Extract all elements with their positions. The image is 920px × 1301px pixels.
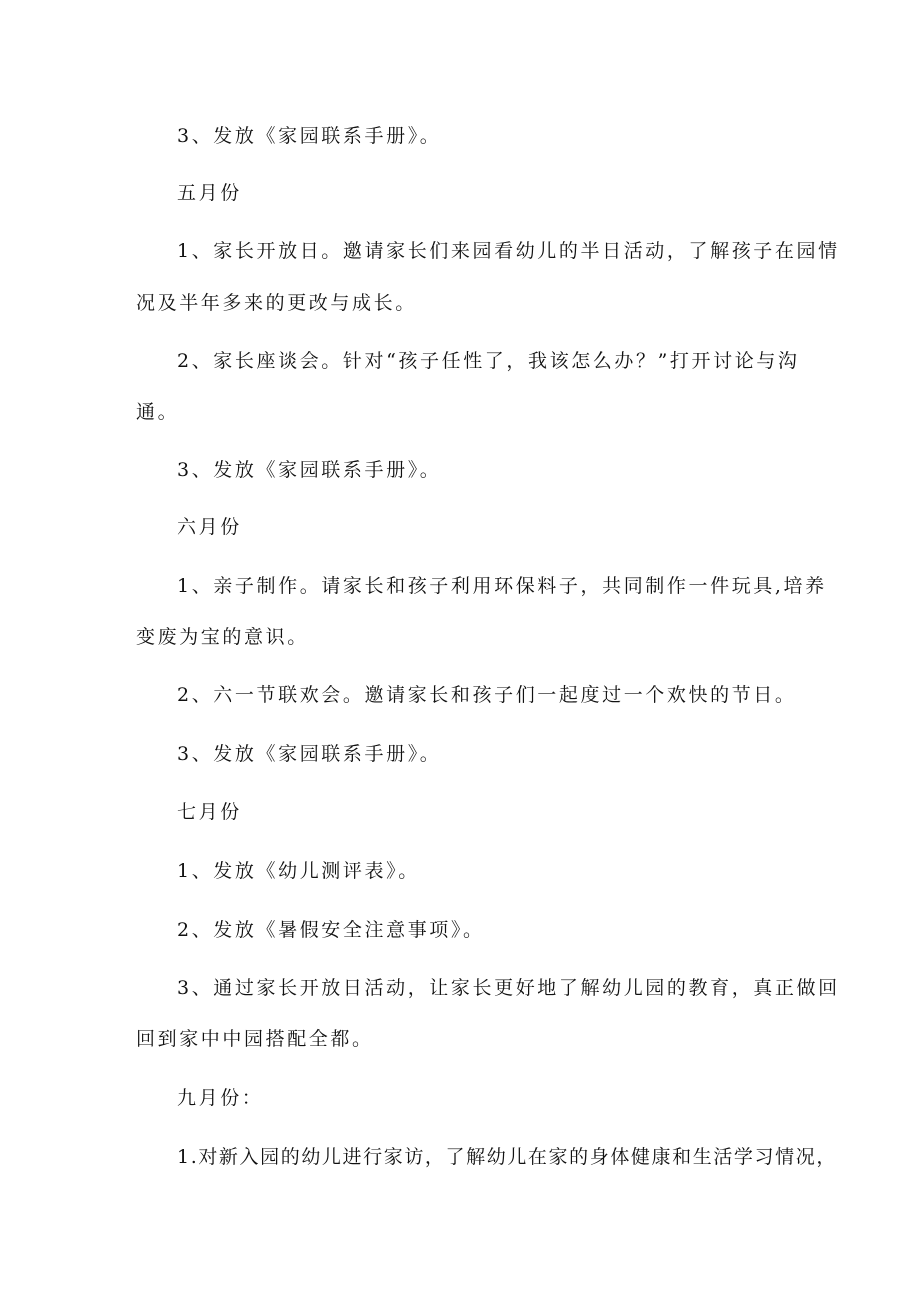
paragraph-line: 3、发放《家园联系手册》。	[177, 459, 442, 481]
paragraph-line: 3、发放《家园联系手册》。	[177, 125, 442, 147]
paragraph-line: 1、发放《幼儿测评表》。	[177, 860, 420, 882]
paragraph-line: 况及半年多来的更改与成长。	[136, 292, 417, 314]
paragraph-line: 2、六一节联欢会。邀请家长和孩子们一起度过一个欢快的节日。	[177, 684, 797, 706]
paragraph-line: 3、通过家长开放日活动，让家长更好地了解幼儿园的教育，真正做回	[177, 977, 840, 999]
paragraph-line: 1.对新入园的幼儿进行家访，了解幼儿在家的身体健康和生活学习情况，	[177, 1146, 837, 1168]
paragraph-line: 1、家长开放日。邀请家长们来园看幼儿的半日活动，了解孩子在园情	[177, 240, 840, 262]
paragraph-line: 2、发放《暑假安全注意事项》。	[177, 919, 485, 941]
paragraph-line: 回到家中中园搭配全都。	[136, 1028, 374, 1050]
month-heading-july: 七月份	[177, 801, 242, 823]
paragraph-line: 通。	[136, 401, 180, 423]
month-heading-june: 六月份	[177, 516, 242, 538]
paragraph-line: 3、发放《家园联系手册》。	[177, 743, 442, 765]
month-heading-september: 九月份：	[177, 1087, 264, 1109]
month-heading-may: 五月份	[177, 182, 242, 204]
paragraph-line: 2、家长座谈会。针对“孩子任性了，我该怎么办？”打开讨论与沟	[177, 350, 800, 372]
paragraph-line: 1、亲子制作。请家长和孩子利用环保料子，共同制作一件玩具,培养	[177, 575, 827, 597]
paragraph-line: 变废为宝的意识。	[136, 626, 309, 648]
